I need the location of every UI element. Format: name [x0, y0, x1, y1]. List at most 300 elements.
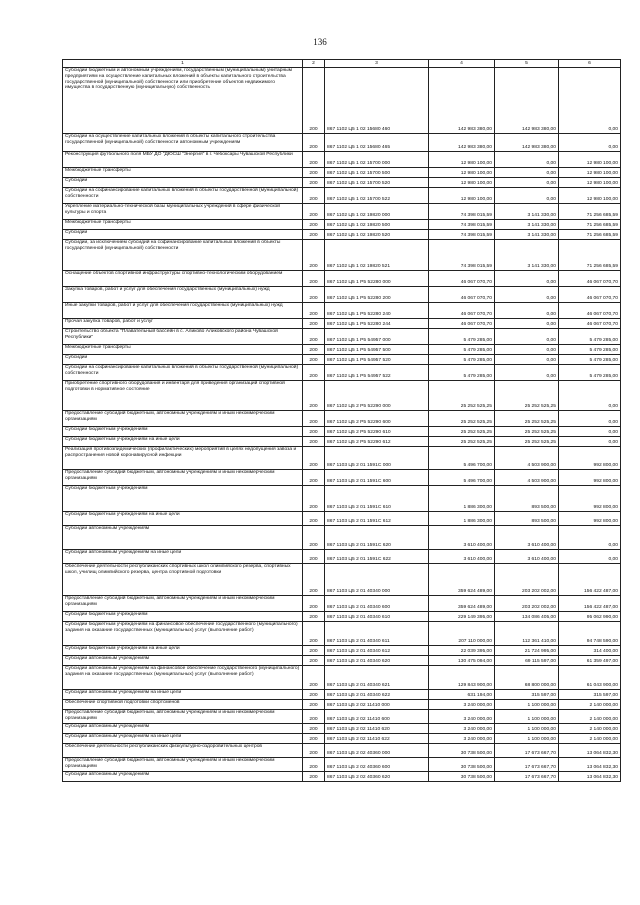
row-amount-col5: 0,00: [495, 355, 559, 365]
row-code-cell: 200: [303, 772, 325, 782]
row-name-cell: Предоставление субсидий бюджетным, автономным учреждениям и иным некоммерческим организациям: [63, 758, 303, 772]
row-code-cell: 200: [303, 690, 325, 700]
row-amount-col5: 1 100 000,00: [495, 734, 559, 744]
row-code-cell: 200: [303, 612, 325, 622]
row-name-cell: Прочая закупка товаров, работ и услуг: [63, 319, 303, 329]
row-amount-col6: 0,00: [559, 550, 621, 564]
header-cell-2: 2: [303, 60, 325, 68]
table-row: [63, 220, 621, 230]
row-code-cell: 200: [303, 240, 325, 271]
row-name-cell: Субсидии бюджетным учреждениям на финансовое обеспечение государственного (муниципального) задания на оказание государственных (муниципальных) услуг (выполнение работ): [63, 622, 303, 646]
row-amount-total: 22 039 395,00: [429, 646, 495, 656]
row-amount-col6: 46 067 070,70: [559, 271, 621, 287]
row-amount-total: 5 496 700,00: [429, 470, 495, 486]
row-kbk-cell: 867 1102 Ц5 1 P5 52280 200: [325, 287, 429, 303]
row-name-cell: Субсидии, за исключением субсидий на софинансирование капитальных вложений в объекты государственной (муниципальной) собственности: [63, 240, 303, 271]
row-name-cell: Субсидии бюджетным учреждениям на иные цели: [63, 437, 303, 447]
row-amount-total: 3 610 400,00: [429, 526, 495, 550]
row-amount-col5: 25 252 525,25: [495, 437, 559, 447]
row-code-cell: 200: [303, 355, 325, 365]
row-amount-total: 631 194,00: [429, 690, 495, 700]
row-name-cell: Обеспечение деятельности республиканских спортивных школ олимпийского резерва, спортивных школ, училищ олимпийского резерва, центра спортивной подготовки: [63, 564, 303, 596]
row-amount-total: 5 479 285,00: [429, 345, 495, 355]
row-name-cell: Субсидии бюджетным учреждениям: [63, 486, 303, 512]
row-amount-col5: 0,00: [495, 329, 559, 345]
row-amount-col6: 2 140 000,00: [559, 700, 621, 710]
row-code-cell: 200: [303, 447, 325, 470]
row-amount-col6: 46 067 070,70: [559, 303, 621, 319]
row-amount-col5: 142 983 380,00: [495, 68, 559, 134]
header-cell-3: 3: [325, 60, 429, 68]
row-amount-col6: 5 479 285,00: [559, 345, 621, 355]
row-kbk-cell: 867 1102 Ц5 1 02 15680 460: [325, 68, 429, 134]
row-name-cell: Субсидии: [63, 178, 303, 188]
row-code-cell: 200: [303, 512, 325, 526]
row-amount-col6: 2 140 000,00: [559, 734, 621, 744]
row-kbk-cell: 867 1103 Ц5 2 01 40340 620: [325, 656, 429, 666]
row-kbk-cell: 867 1103 Ц5 2 02 11410 600: [325, 710, 429, 724]
row-amount-col6: 12 980 100,00: [559, 188, 621, 204]
row-amount-col6: 0,00: [559, 68, 621, 134]
row-amount-col5: 134 086 405,00: [495, 612, 559, 622]
row-kbk-cell: 867 1102 Ц5 1 P5 52280 244: [325, 319, 429, 329]
row-amount-total: 46 067 070,70: [429, 319, 495, 329]
row-name-cell: Реализация противоэпидемических (профилактических) мероприятий в целях недопущения завоза и распространения новой коронавирусной инфекции: [63, 447, 303, 470]
row-kbk-cell: 867 1103 Ц5 2 01 40340 600: [325, 596, 429, 612]
row-kbk-cell: 867 1103 Ц5 2 02 40360 620: [325, 772, 429, 782]
table-row: [63, 240, 621, 271]
table-row: [63, 230, 621, 240]
row-amount-col5: 893 500,00: [495, 486, 559, 512]
table-row: [63, 303, 621, 319]
row-name-cell: Субсидии автономным учреждениям на иные цели: [63, 550, 303, 564]
row-kbk-cell: 867 1103 Ц5 2 01 1591С 610: [325, 486, 429, 512]
row-amount-col5: 0,00: [495, 287, 559, 303]
row-amount-col6: 61 359 497,00: [559, 656, 621, 666]
row-amount-col6: 71 256 685,59: [559, 230, 621, 240]
table-row: [63, 411, 621, 427]
row-code-cell: 200: [303, 188, 325, 204]
row-amount-total: 74 398 015,59: [429, 230, 495, 240]
row-amount-col6: 12 980 100,00: [559, 168, 621, 178]
row-kbk-cell: 867 1102 Ц5 2 P5 52290 600: [325, 411, 429, 427]
table-row: [63, 666, 621, 690]
row-amount-col5: 1 100 000,00: [495, 710, 559, 724]
row-amount-total: 46 067 070,70: [429, 287, 495, 303]
row-amount-total: 30 738 500,00: [429, 772, 495, 782]
table-row: [63, 622, 621, 646]
row-name-cell: Субсидии бюджетным учреждениям: [63, 427, 303, 437]
row-amount-total: 74 398 015,59: [429, 240, 495, 271]
row-name-cell: Предоставление субсидий бюджетным, автономным учреждениям и иным некоммерческим организациям: [63, 710, 303, 724]
row-code-cell: 200: [303, 622, 325, 646]
row-amount-col5: 0,00: [495, 365, 559, 381]
row-amount-total: 46 067 070,70: [429, 271, 495, 287]
row-amount-col6: 2 140 000,00: [559, 724, 621, 734]
row-code-cell: 200: [303, 656, 325, 666]
table-row: [63, 724, 621, 734]
table-row: [63, 744, 621, 758]
row-amount-col5: 1 100 000,00: [495, 724, 559, 734]
row-amount-col5: 17 673 667,70: [495, 772, 559, 782]
table-row: [63, 656, 621, 666]
row-code-cell: 200: [303, 734, 325, 744]
row-kbk-cell: 867 1103 Ц5 2 01 40340 610: [325, 612, 429, 622]
row-kbk-cell: 867 1102 Ц5 1 P5 54957 520: [325, 355, 429, 365]
row-code-cell: 200: [303, 319, 325, 329]
row-amount-col6: 0,00: [559, 427, 621, 437]
table-row: [63, 355, 621, 365]
row-amount-col6: 992 800,00: [559, 447, 621, 470]
row-amount-total: 25 252 525,25: [429, 411, 495, 427]
row-code-cell: 200: [303, 178, 325, 188]
row-amount-col6: 156 422 487,00: [559, 564, 621, 596]
row-amount-total: 207 110 000,00: [429, 622, 495, 646]
row-amount-total: 74 398 015,59: [429, 204, 495, 220]
row-kbk-cell: 867 1103 Ц5 2 01 40340 612: [325, 646, 429, 656]
header-cell-5: 5: [495, 60, 559, 68]
row-name-cell: Субсидии: [63, 230, 303, 240]
table-row: [63, 168, 621, 178]
budget-table: [62, 59, 621, 782]
row-amount-col5: 0,00: [495, 178, 559, 188]
row-kbk-cell: 867 1103 Ц5 2 02 11410 000: [325, 700, 429, 710]
row-name-cell: Субсидии бюджетным учреждениям на иные цели: [63, 646, 303, 656]
table-row: [63, 596, 621, 612]
row-amount-col6: 156 422 487,00: [559, 596, 621, 612]
row-kbk-cell: 867 1102 Ц5 1 02 19820 520: [325, 230, 429, 240]
row-amount-col6: 992 800,00: [559, 486, 621, 512]
row-code-cell: 200: [303, 168, 325, 178]
table-row: [63, 152, 621, 168]
row-kbk-cell: 867 1102 Ц5 1 02 15700 522: [325, 188, 429, 204]
row-name-cell: Межбюджетные трансферты: [63, 220, 303, 230]
row-amount-col5: 1 100 000,00: [495, 700, 559, 710]
row-amount-col6: 46 067 070,70: [559, 319, 621, 329]
row-amount-col5: 203 202 002,00: [495, 596, 559, 612]
row-amount-col5: 3 610 400,00: [495, 550, 559, 564]
row-code-cell: 200: [303, 220, 325, 230]
table-row: [63, 612, 621, 622]
row-amount-col5: 17 673 667,70: [495, 744, 559, 758]
row-kbk-cell: 867 1103 Ц5 2 02 40360 600: [325, 758, 429, 772]
row-kbk-cell: 867 1102 Ц5 2 P5 52290 612: [325, 437, 429, 447]
row-amount-col5: 21 724 995,00: [495, 646, 559, 656]
row-amount-total: 142 983 380,00: [429, 68, 495, 134]
row-code-cell: 200: [303, 710, 325, 724]
row-code-cell: 200: [303, 134, 325, 152]
row-kbk-cell: 867 1102 Ц5 2 P5 52290 610: [325, 427, 429, 437]
row-code-cell: 200: [303, 550, 325, 564]
row-amount-col6: 315 597,00: [559, 690, 621, 700]
table-row: [63, 188, 621, 204]
row-code-cell: 200: [303, 329, 325, 345]
row-code-cell: 200: [303, 437, 325, 447]
row-code-cell: 200: [303, 381, 325, 411]
header-cell-6: 6: [559, 60, 621, 68]
header-cell-4: 4: [429, 60, 495, 68]
row-name-cell: Строительство объекта "Плавательный бассейн в с. Аликово Аликовского района Чувашской Республики": [63, 329, 303, 345]
row-kbk-cell: 867 1102 Ц5 1 P5 54957 522: [325, 365, 429, 381]
row-amount-col6: 314 400,00: [559, 646, 621, 656]
row-amount-total: 359 624 489,00: [429, 596, 495, 612]
row-name-cell: Укрепление материально-технической базы муниципальных учреждений в сфере физической культуры и спорта: [63, 204, 303, 220]
row-kbk-cell: 867 1103 Ц5 2 01 1591С 622: [325, 550, 429, 564]
row-amount-total: 5 479 285,00: [429, 355, 495, 365]
row-amount-col5: 203 202 002,00: [495, 564, 559, 596]
row-kbk-cell: 867 1102 Ц5 1 02 15680 465: [325, 134, 429, 152]
row-amount-col5: 4 503 900,00: [495, 470, 559, 486]
row-code-cell: 200: [303, 287, 325, 303]
row-amount-col5: 0,00: [495, 188, 559, 204]
row-code-cell: 200: [303, 411, 325, 427]
row-amount-total: 3 240 000,00: [429, 710, 495, 724]
row-name-cell: Субсидии бюджетным и автономным учреждениям, государственным (муниципальным) унитарным предприятиям на осуществление капитальных вложений в объекты капитального строительства государственной (муниципальной) собственности или приобретение объектов недвижимого имущества в государственную (муниципальную) собственность: [63, 68, 303, 134]
row-amount-total: 12 980 100,00: [429, 152, 495, 168]
row-amount-col6: 5 479 285,00: [559, 365, 621, 381]
row-amount-total: 5 496 700,00: [429, 447, 495, 470]
table-row: [63, 381, 621, 411]
row-kbk-cell: 867 1103 Ц5 2 02 11410 622: [325, 734, 429, 744]
row-amount-col5: 17 673 667,70: [495, 758, 559, 772]
row-amount-total: 142 983 380,00: [429, 134, 495, 152]
row-amount-col6: 0,00: [559, 437, 621, 447]
row-name-cell: Субсидии автономным учреждениям: [63, 656, 303, 666]
row-amount-col5: 4 503 900,00: [495, 447, 559, 470]
table-row: [63, 68, 621, 134]
row-code-cell: 200: [303, 345, 325, 355]
table-row: [63, 427, 621, 437]
row-amount-total: 129 843 900,00: [429, 666, 495, 690]
row-kbk-cell: 867 1102 Ц5 1 02 19820 500: [325, 220, 429, 230]
row-amount-total: 3 240 000,00: [429, 700, 495, 710]
table-row: [63, 365, 621, 381]
row-amount-col6: 71 256 685,59: [559, 220, 621, 230]
row-amount-total: 5 479 285,00: [429, 365, 495, 381]
table-row: [63, 700, 621, 710]
row-amount-col5: 25 252 525,25: [495, 411, 559, 427]
row-amount-col6: 2 140 000,00: [559, 710, 621, 724]
row-code-cell: 200: [303, 486, 325, 512]
row-code-cell: 200: [303, 427, 325, 437]
row-amount-col5: 315 597,00: [495, 690, 559, 700]
row-amount-col5: 112 361 410,00: [495, 622, 559, 646]
row-kbk-cell: 867 1103 Ц5 2 01 40340 611: [325, 622, 429, 646]
row-code-cell: 200: [303, 700, 325, 710]
row-code-cell: 200: [303, 230, 325, 240]
row-amount-col6: 0,00: [559, 134, 621, 152]
row-amount-total: 5 479 285,00: [429, 329, 495, 345]
row-amount-total: 30 738 500,00: [429, 744, 495, 758]
row-code-cell: 200: [303, 365, 325, 381]
row-amount-col6: 5 479 285,00: [559, 355, 621, 365]
row-amount-col5: 0,00: [495, 345, 559, 355]
table-row: [63, 758, 621, 772]
row-code-cell: 200: [303, 744, 325, 758]
row-kbk-cell: 867 1103 Ц5 2 02 40360 000: [325, 744, 429, 758]
row-amount-col6: 94 748 590,00: [559, 622, 621, 646]
page-number: 136: [313, 37, 327, 47]
row-amount-col5: 0,00: [495, 303, 559, 319]
row-code-cell: 200: [303, 596, 325, 612]
row-amount-total: 12 980 100,00: [429, 168, 495, 178]
row-kbk-cell: 867 1102 Ц5 1 02 19820 000: [325, 204, 429, 220]
table-row: [63, 734, 621, 744]
row-amount-total: 3 240 000,00: [429, 734, 495, 744]
row-amount-total: 1 886 300,00: [429, 512, 495, 526]
row-name-cell: Предоставление субсидий бюджетным, автономным учреждениям и иным некоммерческим организациям: [63, 596, 303, 612]
row-kbk-cell: 867 1102 Ц5 2 P5 52290 000: [325, 381, 429, 411]
row-amount-col5: 3 141 330,00: [495, 204, 559, 220]
row-name-cell: Субсидии на софинансирование капитальных вложений в объекты государственной (муниципальной) собственности: [63, 188, 303, 204]
row-amount-total: 130 475 094,00: [429, 656, 495, 666]
row-kbk-cell: 867 1102 Ц5 1 02 15700 520: [325, 178, 429, 188]
row-amount-total: 25 252 525,25: [429, 427, 495, 437]
row-code-cell: 200: [303, 204, 325, 220]
table-row: [63, 178, 621, 188]
row-amount-total: 12 980 100,00: [429, 178, 495, 188]
row-amount-col6: 0,00: [559, 526, 621, 550]
table-row: [63, 710, 621, 724]
table-row: [63, 319, 621, 329]
row-amount-col6: 71 256 685,59: [559, 240, 621, 271]
row-code-cell: 200: [303, 564, 325, 596]
table-row: [63, 287, 621, 303]
row-kbk-cell: 867 1103 Ц5 2 01 40340 621: [325, 666, 429, 690]
row-amount-total: 3 610 400,00: [429, 550, 495, 564]
row-amount-total: 46 067 070,70: [429, 303, 495, 319]
row-name-cell: Иные закупки товаров, работ и услуг для обеспечения государственных (муниципальных) нужд: [63, 303, 303, 319]
row-amount-col5: 0,00: [495, 152, 559, 168]
row-amount-col6: 13 064 832,30: [559, 744, 621, 758]
table-row: [63, 550, 621, 564]
table-row: [63, 526, 621, 550]
row-amount-col6: 13 064 832,30: [559, 772, 621, 782]
row-code-cell: 200: [303, 303, 325, 319]
row-code-cell: 200: [303, 666, 325, 690]
table-row: [63, 204, 621, 220]
table-row: [63, 646, 621, 656]
row-amount-col5: 3 141 330,00: [495, 230, 559, 240]
row-amount-total: 3 240 000,00: [429, 724, 495, 734]
header-cell-1: 1: [63, 60, 303, 68]
row-kbk-cell: 867 1103 Ц5 2 01 40340 000: [325, 564, 429, 596]
row-kbk-cell: 867 1102 Ц5 1 P5 54957 500: [325, 345, 429, 355]
table-row: [63, 564, 621, 596]
row-amount-col6: 13 064 832,30: [559, 758, 621, 772]
row-kbk-cell: 867 1103 Ц5 2 01 40340 622: [325, 690, 429, 700]
row-name-cell: Субсидии автономным учреждениям: [63, 772, 303, 782]
row-amount-col5: 893 500,00: [495, 512, 559, 526]
table-row: [63, 437, 621, 447]
row-amount-col6: 71 256 685,59: [559, 204, 621, 220]
row-kbk-cell: 867 1102 Ц5 1 02 15700 500: [325, 168, 429, 178]
row-amount-col6: 95 062 990,00: [559, 612, 621, 622]
row-kbk-cell: 867 1102 Ц5 1 02 15700 000: [325, 152, 429, 168]
row-name-cell: Субсидии: [63, 355, 303, 365]
row-name-cell: Обеспечение спортивной подготовки спортсменов: [63, 700, 303, 710]
table-row: [63, 690, 621, 700]
row-kbk-cell: 867 1103 Ц5 2 01 1591С 600: [325, 470, 429, 486]
row-kbk-cell: 867 1103 Ц5 2 01 1591С 620: [325, 526, 429, 550]
table-row: [63, 470, 621, 486]
table-row: [63, 447, 621, 470]
row-amount-total: 30 738 500,00: [429, 758, 495, 772]
row-amount-col6: 992 800,00: [559, 470, 621, 486]
row-amount-total: 25 252 525,25: [429, 381, 495, 411]
row-amount-col5: 25 252 525,25: [495, 381, 559, 411]
row-amount-col5: 0,00: [495, 168, 559, 178]
row-name-cell: Реконструкция футбольного поля МБУ ДО "ДЮСШ "Энергия" в г. Чебоксары Чувашской Республики: [63, 152, 303, 168]
row-code-cell: 200: [303, 271, 325, 287]
row-amount-col5: 68 800 000,00: [495, 666, 559, 690]
row-kbk-cell: 867 1102 Ц5 1 P5 52280 240: [325, 303, 429, 319]
row-kbk-cell: 867 1103 Ц5 2 01 1591С 000: [325, 447, 429, 470]
row-name-cell: Предоставление субсидий бюджетным, автономным учреждениям и иным некоммерческим организациям: [63, 411, 303, 427]
row-amount-total: 1 886 300,00: [429, 486, 495, 512]
table-row: [63, 512, 621, 526]
header-row: [63, 60, 621, 68]
row-amount-col6: 0,00: [559, 411, 621, 427]
row-amount-col6: 61 043 900,00: [559, 666, 621, 690]
row-amount-total: 25 252 525,25: [429, 437, 495, 447]
row-amount-col5: 25 252 525,25: [495, 427, 559, 437]
row-amount-col5: 3 141 330,00: [495, 220, 559, 230]
row-code-cell: 200: [303, 68, 325, 134]
row-name-cell: Межбюджетные трансферты: [63, 345, 303, 355]
row-name-cell: Оснащение объектов спортивной инфраструктуры спортивно-технологическим оборудованием: [63, 271, 303, 287]
row-name-cell: Закупка товаров, работ и услуг для обеспечения государственных (муниципальных) нужд: [63, 287, 303, 303]
row-name-cell: Субсидии бюджетным учреждениям на иные цели: [63, 512, 303, 526]
row-amount-col6: 0,00: [559, 381, 621, 411]
row-amount-total: 12 980 100,00: [429, 188, 495, 204]
row-amount-col6: 5 479 285,00: [559, 329, 621, 345]
row-name-cell: Субсидии бюджетным учреждениям: [63, 612, 303, 622]
row-kbk-cell: 867 1102 Ц5 1 P5 52280 000: [325, 271, 429, 287]
row-amount-col5: 3 141 330,00: [495, 240, 559, 271]
row-name-cell: Приобретение спортивного оборудования и инвентаря для приведения организаций спортивной подготовки в нормативное состояние: [63, 381, 303, 411]
row-amount-total: 74 398 015,59: [429, 220, 495, 230]
row-amount-col6: 992 800,00: [559, 512, 621, 526]
row-code-cell: 200: [303, 526, 325, 550]
row-name-cell: Предоставление субсидий бюджетным, автономным учреждениям и иным некоммерческим организациям: [63, 470, 303, 486]
table-row: [63, 486, 621, 512]
row-amount-col5: 69 115 597,00: [495, 656, 559, 666]
row-kbk-cell: 867 1103 Ц5 2 01 1591С 612: [325, 512, 429, 526]
table-row: [63, 271, 621, 287]
row-name-cell: Межбюджетные трансферты: [63, 168, 303, 178]
table-row: [63, 345, 621, 355]
row-code-cell: 200: [303, 152, 325, 168]
row-amount-col5: 0,00: [495, 271, 559, 287]
table-row: [63, 329, 621, 345]
row-code-cell: 200: [303, 724, 325, 734]
row-amount-col5: 3 610 400,00: [495, 526, 559, 550]
row-amount-col6: 12 980 100,00: [559, 152, 621, 168]
row-name-cell: Субсидии на софинансирование капитальных вложений в объекты государственной (муниципальной) собственности: [63, 365, 303, 381]
row-code-cell: 200: [303, 646, 325, 656]
row-kbk-cell: 867 1102 Ц5 1 02 19820 521: [325, 240, 429, 271]
row-amount-col5: 0,00: [495, 319, 559, 329]
row-name-cell: Субсидии автономным учреждениям на иные цели: [63, 690, 303, 700]
row-code-cell: 200: [303, 758, 325, 772]
row-amount-col6: 46 067 070,70: [559, 287, 621, 303]
row-name-cell: Субсидии автономным учреждениям на иные цели: [63, 734, 303, 744]
table-row: [63, 134, 621, 152]
row-amount-total: 359 624 489,00: [429, 564, 495, 596]
row-name-cell: Обеспечение деятельности республиканских физкультурно-оздоровительных центров: [63, 744, 303, 758]
row-name-cell: Субсидии на осуществление капитальных вложений в объекты капитального строительства государственной (муниципальной) собственности автономным учреждениям: [63, 134, 303, 152]
